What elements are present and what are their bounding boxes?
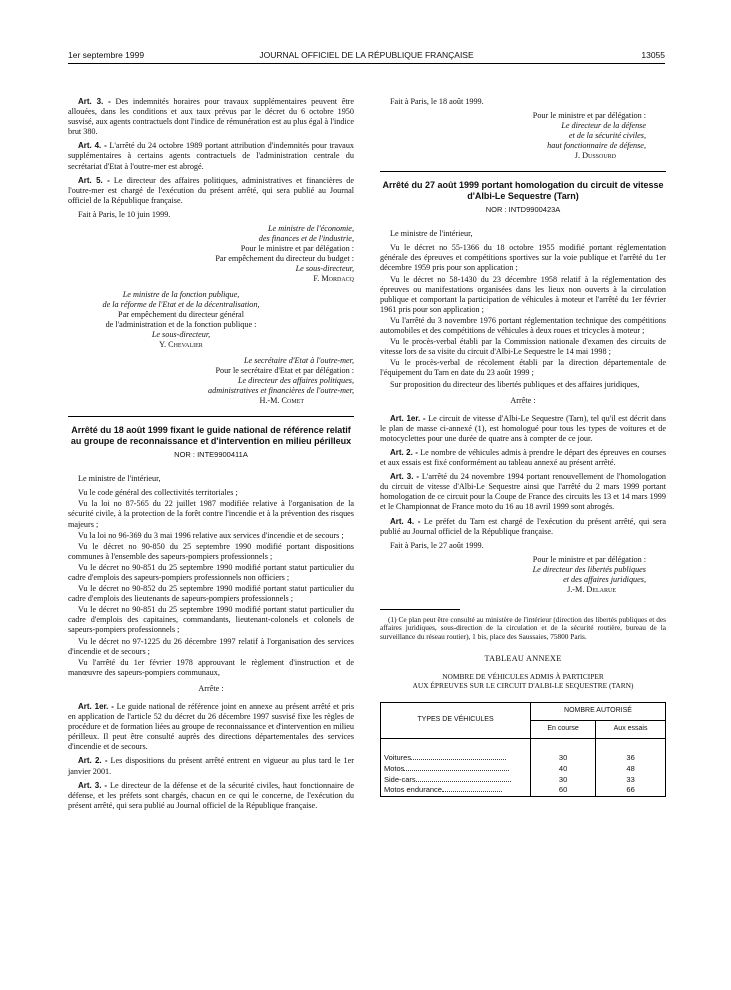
decree-title-grimp: Arrêté du 18 août 1999 fixant le guide national de référence relatif au groupe de reconnaissance et d'intervention en milieu périlleux bbox=[70, 425, 352, 446]
visa-4: Vu le décret no 90-850 du 25 septembre 1990 modifié portant dispositions communes à l'ensemble des sapeurs-pompiers professionnels ; bbox=[68, 541, 354, 561]
nor-code: NOR : INTE9900411A bbox=[174, 450, 248, 460]
footnote: (1) Ce plan peut être consulté au ministère de l'intérieur (direction des libertés publiques et des affaires juridiques, sous-direction de la circulation et de la sécurité routière, bureau de la surveillance du réseau routier), 1 bis, place des Saussaies, 75800 Paris. bbox=[380, 614, 666, 641]
visa-6: Vu le décret no 90-852 du 25 septembre 1990 modifié portant statut particulier du cadre d'emplois des lieutenants de sapeurs-pompiers professionnels ; bbox=[68, 584, 354, 604]
col-header-essais: Aux essais bbox=[596, 720, 666, 738]
section-divider bbox=[68, 416, 354, 417]
left-column bbox=[68, 97, 354, 815]
article-3: Art. 3. - Des indemnités horaires pour travaux supplémentaires peuvent être allouées, dans les conditions et aux taux prévus par le décret du 6 octobre 1950 susvisé, aux agents contractuels dont l'indice de rémunération est au plus égal à l'indice brut 380. bbox=[68, 97, 354, 137]
grimp-article-2: Art. 2. - Les dispositions du présent arrêté entrent en vigueur au plus tard le 1er janvier 2001. bbox=[68, 756, 354, 776]
arrete-heading: Arrête : bbox=[198, 683, 224, 693]
signature-libertes-publiques: Pour le ministre et par délégation : Le directeur des libertés publiques et des affaires juridiques, J.-M. Delarue bbox=[532, 554, 646, 594]
decree-title-albi: Arrêté du 27 août 1999 portant homologation du circuit de vitesse d'Albi-Le Sequestre (Tarn) bbox=[382, 180, 664, 201]
section-divider bbox=[380, 171, 666, 172]
table-row: Motos endurance 60 66 bbox=[381, 785, 666, 796]
visa-5: Vu le décret no 90-851 du 25 septembre 1990 modifié portant statut particulier du cadre d'emplois des sapeurs-pompiers professionnels non officiers ; bbox=[68, 562, 354, 582]
fait-a-paris-18-aout: Fait à Paris, le 18 août 1999. bbox=[390, 97, 484, 106]
visa-3: Vu l'arrêté du 3 novembre 1976 portant réglementation technique des compétitions automobiles et des compétitions de véhicules à deux roues et tricycles à moteur ; bbox=[380, 315, 666, 336]
albi-article-4: Art. 4. - Le préfet du Tarn est chargé de l'exécution du présent arrêté, qui sera publié au Journal officiel de la République française. bbox=[380, 516, 667, 536]
visa-0: Le ministre de l'intérieur, bbox=[78, 474, 161, 484]
grimp-article-3: Art. 3. - Le directeur de la défense et de la sécurité civiles, haut fonctionnaire de défense, et les préfets sont chargés, chacun en ce qui le concerne, de l'exécution du présent arrêté, qui sera publié au Journal officiel de la République française. bbox=[68, 780, 355, 810]
page-header bbox=[68, 50, 665, 64]
col-header-nombre: NOMBRE AUTORISÉ bbox=[531, 702, 666, 720]
visa-5: Vu le procès-verbal de récolement établi par la direction départementale de l'équipement du Tarn en date du 23 août 1999 ; bbox=[380, 358, 666, 378]
annex-table-title: TABLEAU ANNEXE bbox=[484, 653, 562, 663]
arrete-heading: Arrête : bbox=[510, 395, 536, 405]
article-4: Art. 4. - L'arrêté du 24 octobre 1989 portant attribution d'indemnités pour travaux supplémentaires à certains agents contractuels de l'administration centrale du secrétariat d'Etat à l'outre-mer est abrogé. bbox=[68, 141, 355, 171]
albi-article-3: Art. 3. - L'arrêté du 24 novembre 1994 portant renouvellement de l'homologation du circuit de vitesse d'Albi-Le Sequestre ainsi que l'arrêté du 2 mars 1999 portant homologation de ce circuit pour la Coupe de France des circuits les 13 et 14 mars 1999 et le Championnat de France moto du 16 au 18 avril 1999 sont abrogés. bbox=[380, 472, 667, 512]
signature-economie: Le ministre de l'économie, des finances et de l'industrie, Pour le ministre et par délégation : Par empêchement du directeur du budget : Le sous-directeur, F. Mordacq bbox=[215, 224, 354, 284]
signature-outre-mer: Le secrétaire d'Etat à l'outre-mer, Pour le secrétaire d'Etat et par délégation : Le directeur des affaires politiques, administratives et financières de l'outre-mer, H.-M. Comet bbox=[208, 356, 354, 406]
fait-a-paris-27-aout: Fait à Paris, le 27 août 1999. bbox=[390, 540, 484, 550]
visa-8: Vu le décret no 97-1225 du 26 décembre 1997 relatif à l'organisation des services d'incendie et de secours ; bbox=[68, 636, 354, 656]
albi-article-2: Art. 2. - Le nombre de véhicules admis à prendre le départ des épreuves en courses et aux essais est fixé conformément au tableau annexé au présent arrêté. bbox=[380, 447, 666, 468]
table-row: Side-cars 30 33 bbox=[381, 774, 666, 785]
header-page-number: 13055 bbox=[641, 50, 665, 60]
table-row: Motos 40 48 bbox=[381, 763, 666, 774]
visa-6: Sur proposition du directeur des libertés publiques et des affaires juridiques, bbox=[390, 379, 640, 389]
article-5: Art. 5. - Le directeur des affaires politiques, administratives et financières de l'outre-mer est chargé de l'exécution du présent arrêté, qui sera publié au Journal officiel de la République française. bbox=[68, 175, 355, 205]
visa-4: Vu le procès-verbal établi par la Commission nationale d'examen des circuits de vitesse lors de sa visite du circuit d'Albi-Le Sequestre le 14 mai 1998 ; bbox=[380, 337, 666, 357]
footnote-divider bbox=[380, 609, 460, 610]
header-date: 1er septembre 1999 bbox=[68, 50, 145, 60]
visa-1: Vu le code général des collectivités territoriales ; bbox=[78, 488, 238, 498]
vehicles-table bbox=[380, 702, 666, 797]
visa-0: Le ministre de l'intérieur, bbox=[390, 229, 473, 239]
annex-table-subtitle: NOMBRE DE VÉHICULES ADMIS À PARTICIPER AUX ÉPREUVES SUR LE CIRCUIT D'ALBI-LE SEQUESTRE (TARN) bbox=[412, 671, 634, 690]
signature-fonction-publique: Le ministre de la fonction publique, de la réforme de l'Etat et de la décentralisation, Par empêchement du directeur général de l'administration et de la fonction publique : Le sous-directeur, Y. Chevalier bbox=[102, 290, 260, 350]
nor-code: NOR : INTD9900423A bbox=[485, 205, 561, 215]
grimp-article-1: Art. 1er. - Le guide national de référence joint en annexe au présent arrêté et pris en application de l'article 52 du décret du 26 décembre 1997 susvisé fixe les règles de procédure et de formation liées au groupe de reconnaissance et d'intervention en milieu périlleux. Il peut être consulté auprès des directions départementales des services d'incendie et de secours. bbox=[68, 702, 355, 752]
visa-7: Vu le décret no 90-851 du 25 septembre 1990 modifié portant statut particulier du cadre d'emplois des capitaines, commandants, lieutenant-colonels et colonels de sapeurs-pompiers professionnels ; bbox=[68, 605, 354, 635]
table-row: Voitures 30 36 bbox=[381, 752, 666, 763]
visa-9: Vu l'arrêté du 1er février 1978 approuvant le règlement d'instruction et de manœuvre des sapeurs-pompiers communaux, bbox=[68, 657, 354, 677]
fait-a-paris: Fait à Paris, le 10 juin 1999. bbox=[78, 209, 171, 219]
col-header-course: En course bbox=[531, 720, 596, 738]
visa-2: Vu la loi no 87-565 du 22 juillet 1987 modifiée relative à l'organisation de la sécurité civile, à la protection de la forêt contre l'incendie et à la prévention des risques majeurs ; bbox=[68, 499, 354, 529]
col-header-types: TYPES DE VÉHICULES bbox=[381, 702, 531, 738]
visa-2: Vu le décret no 58-1430 du 23 décembre 1958 relatif à la réglementation des épreuves ou manifestations organisées dans les lieux non ouverts à la circulation publique et comportant la participation de véhicules à moteur et l'arrêté du 1er février 1961 pris pour son application ; bbox=[380, 274, 666, 314]
right-column bbox=[380, 97, 666, 797]
signature-defense: Pour le ministre et par délégation : Le directeur de la défense et de la sécurité civiles, haut fonctionnaire de défense, J. Dussourd bbox=[532, 111, 646, 161]
albi-article-1: Art. 1er. - Le circuit de vitesse d'Albi-Le Sequestre (Tarn), tel qu'il est décrit dans le plan de masse ci-annexé (1), est homologué pour tous les types de voitures et de motocyclettes pour une durée de quatre ans à compter de ce jour. bbox=[380, 413, 666, 443]
header-journal-title: JOURNAL OFFICIEL DE LA RÉPUBLIQUE FRANÇAISE bbox=[259, 50, 474, 60]
visa-1: Vu le décret no 55-1366 du 18 octobre 1955 modifié portant réglementation générale des épreuves et compétitions sportives sur la voie publique et l'arrêté du 1er décembre 1959 pris pour son application ; bbox=[380, 243, 666, 273]
visa-3: Vu la loi no 96-369 du 3 mai 1996 relative aux services d'incendie et de secours ; bbox=[78, 530, 344, 540]
